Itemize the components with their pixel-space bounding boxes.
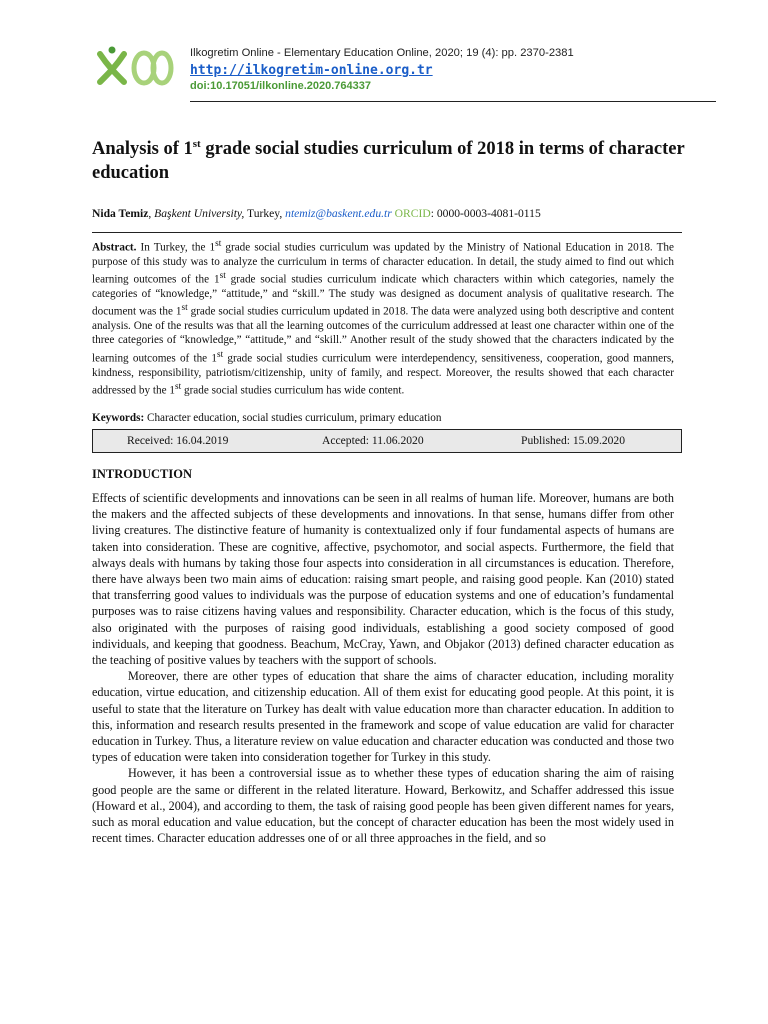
paragraph: However, it has been a controversial issue as to whether these types of education sharing the aim of raising good people are the same or different in the related literature. Howard, Berkowitz, and Schaffer addressed this issue (Howard et al., 2004), and according to them, the task of raising good people has been given different names for years, such as moral education and value education, but the concept of character education has been the most widely used in recent times. Character education addresses one of or all three approaches in the field, and so [92,766,674,846]
abstract: Abstract. In Turkey, the 1st grade social studies curriculum was updated by the Ministry of National Education in 2018. The purpose of this study was to analyze the curriculum in terms of character education. In detail, the study aimed to find out which learning outcomes of the 1st grade social studies curriculum indicate which characters within which categories, namely the categories of “knowledge,” “attitude,” and “skill.” The study was designed as document analysis of qualitative research. The document was the 1st grade social studies curriculum updated in 2018. The data were analyzed using both descriptive and content analysis. One of the results was that all the learning outcomes of the curriculum addressed at least one character within one of the three categories of “knowledge,” “attitude,” and “skill.” Another result of the study showed that the characters indicated by the learning outcomes of the 1st grade social studies curriculum were interdependency, sensitiveness, cooperation, good manners, kindness, responsibility, patriotism/citizenship, unity of family, and respect. Moreover, the results showed that each character addressed by the 1st grade social studies curriculum has wide content. [92,239,674,397]
header-divider [190,101,716,102]
accepted-date: Accepted: 11.06.2020 [322,434,424,447]
section-heading: INTRODUCTION [92,467,193,481]
journal-header [190,46,574,93]
paragraph: Moreover, there are other types of education that share the aims of character education, including morality education, virtue education, and citizenship education. All of them exist for educating good people. At this point, it is useful to state that the literature on Turkey has dealt with value education more than character education. In addition to this, information and research results presented in the framework and scope of value education are valid for character education in Turkey. Thus, a literature review on value education and character education was conducted and those two types of education were taken into consideration together for Turkey in this study. [92,669,674,765]
orcid-label: ORCID [394,207,431,220]
journal-citation: Ilkogretim Online - Elementary Education Online, 2020; 19 (4): pp. 2370-2381 [190,47,574,59]
paper-title: Analysis of 1st grade social studies curriculum of 2018 in terms of character education [92,138,685,184]
author-name: Nida Temiz [92,207,149,220]
published-date: Published: 15.09.2020 [521,434,626,447]
author-line: Nida Temiz, Başkent University, Turkey, ntemiz@baskent.edu.tr ORCID: 0000-0003-4081-0115 [92,207,541,220]
orcid-value: : 0000-0003-4081-0115 [430,207,541,220]
author-email-link[interactable]: ntemiz@baskent.edu.tr [285,207,392,220]
received-date: Received: 16.04.2019 [127,434,229,447]
author-affiliation: Başkent University, [154,207,245,220]
doi-link[interactable]: doi:10.17051/ilkonline.2020.764337 [190,80,372,92]
keywords [92,411,682,425]
author-country: Turkey, [244,207,283,220]
dates-box [92,429,682,453]
abstract-divider [92,232,682,233]
journal-url-link[interactable]: http://ilkogretim-online.org.tr [190,63,433,78]
keywords-label: Keywords: [92,412,145,424]
abstract-label: Abstract. [92,241,137,254]
paragraph: Effects of scientific developments and innovations can be seen in all realms of human life. Moreover, humans are both the makers and the affected subjects of these developments and innovations. In that sense, humans differ from other living creatures. The distinctive feature of humanity is contextualized only if four fundamental aspects of humans are taken into consideration. These are cognitive, affective, psychomotor, and social aspects. Furthermore, the field that always deals with humans by taking those four aspects into consideration in all circumstances is education. Therefore, there have always been two main aims of education: raising smart people, and raising good people. Kan (2010) stated that transferring good values to individuals was the purpose of education systems and one of education’s fundamental purposes was to raise citizens having values and responsibility. Character education, which is the focus of this study, also originated with the purposes of raising good individuals, establishing a good society composed of good individuals, and keeping that goodness. Beachum, McCray, Yawn, and Objakor (2013) defined character education as the teaching of positive values by teachers with the support of schools. [92,491,674,668]
section-body [92,490,674,846]
journal-logo-icon [94,46,174,90]
keywords-text: Character education, social studies curriculum, primary education [144,412,442,424]
